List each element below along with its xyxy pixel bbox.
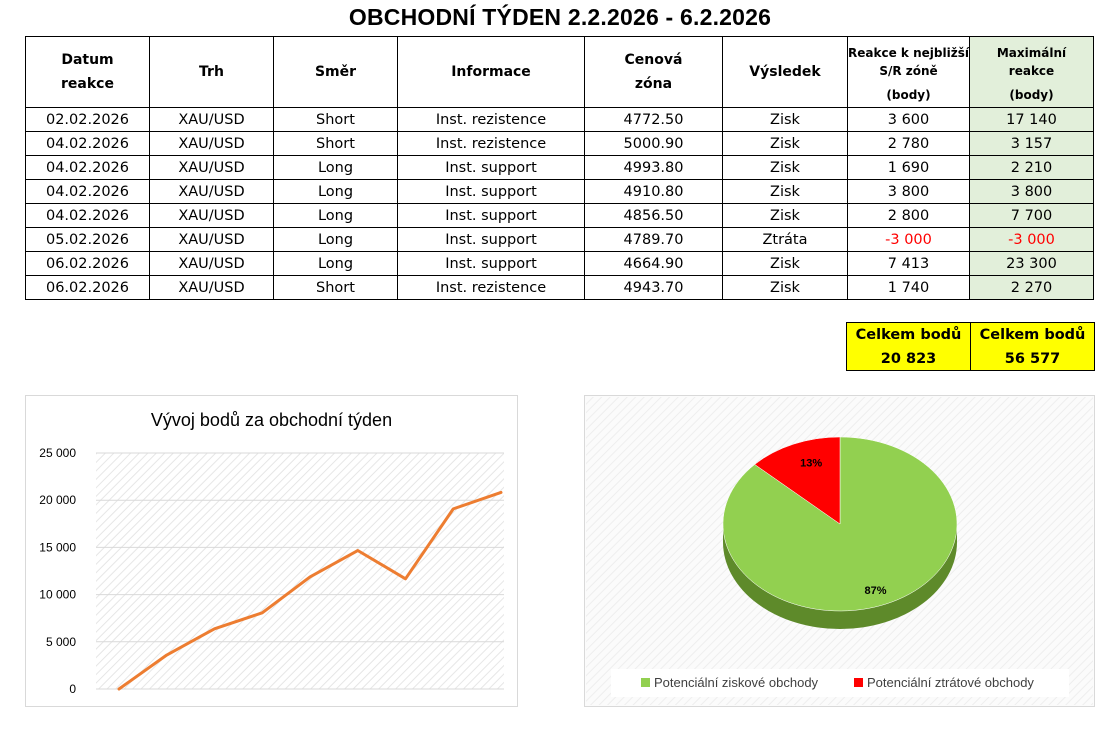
line-chart xyxy=(26,396,517,706)
cell-max: 3 157 xyxy=(970,132,1094,156)
table-row xyxy=(26,228,1094,252)
trades-table xyxy=(25,36,1094,300)
cell-price: 4664.90 xyxy=(585,252,723,276)
pie-label-win: 87% xyxy=(864,584,887,597)
cell-max: 2 210 xyxy=(970,156,1094,180)
cell-result: Zisk xyxy=(723,276,848,300)
cell-market: XAU/USD xyxy=(150,204,274,228)
y-tick-label: 25 000 xyxy=(39,446,76,460)
cell-price: 5000.90 xyxy=(585,132,723,156)
cell-date: 04.02.2026 xyxy=(26,156,150,180)
y-tick-label: 15 000 xyxy=(39,540,76,555)
pie-chart xyxy=(585,396,1094,706)
header-date: Datum reakce xyxy=(26,37,150,108)
cell-market: XAU/USD xyxy=(150,156,274,180)
total-label: Celkem bodů xyxy=(979,327,1086,343)
cell-direction: Short xyxy=(274,132,398,156)
pie-label-loss: 13% xyxy=(800,457,823,470)
cell-max: 17 140 xyxy=(970,108,1094,132)
cell-max: 7 700 xyxy=(970,204,1094,228)
header-max: Maximální reakce (body) xyxy=(970,37,1094,108)
cell-date: 06.02.2026 xyxy=(26,252,150,276)
cell-date: 04.02.2026 xyxy=(26,180,150,204)
cell-max: -3 000 xyxy=(970,228,1094,252)
legend-swatch-win xyxy=(641,678,650,687)
cell-info: Inst. rezistence xyxy=(398,108,585,132)
header-reaction: Reakce k nejbližší S/R zóně (body) xyxy=(848,37,970,108)
plot-area xyxy=(96,453,504,689)
cell-reaction: 1 740 xyxy=(848,276,970,300)
cell-market: XAU/USD xyxy=(150,228,274,252)
cell-price: 4856.50 xyxy=(585,204,723,228)
cell-market: XAU/USD xyxy=(150,180,274,204)
cell-result: Zisk xyxy=(723,252,848,276)
header-market: Trh xyxy=(150,37,274,108)
total-label: Celkem bodů xyxy=(855,327,962,343)
cell-info: Inst. rezistence xyxy=(398,132,585,156)
cell-market: XAU/USD xyxy=(150,276,274,300)
cell-date: 06.02.2026 xyxy=(26,276,150,300)
cell-result: Zisk xyxy=(723,108,848,132)
cell-result: Zisk xyxy=(723,132,848,156)
cell-reaction: 2 800 xyxy=(848,204,970,228)
cell-result: Zisk xyxy=(723,156,848,180)
header-direction: Směr xyxy=(274,37,398,108)
pie-chart-box xyxy=(584,395,1095,707)
cell-price: 4993.80 xyxy=(585,156,723,180)
cell-direction: Long xyxy=(274,156,398,180)
cell-market: XAU/USD xyxy=(150,252,274,276)
cell-info: Inst. support xyxy=(398,204,585,228)
total-value: 56 577 xyxy=(1004,351,1061,367)
table-row xyxy=(26,132,1094,156)
cell-price: 4943.70 xyxy=(585,276,723,300)
cell-info: Inst. support xyxy=(398,180,585,204)
cell-price: 4789.70 xyxy=(585,228,723,252)
total-value: 20 823 xyxy=(880,351,937,367)
cell-result: Zisk xyxy=(723,180,848,204)
cell-price: 4910.80 xyxy=(585,180,723,204)
cell-market: XAU/USD xyxy=(150,108,274,132)
line-chart-title: Vývoj bodů za obchodní týden xyxy=(150,410,393,430)
total-reaction-box xyxy=(846,322,971,371)
cell-result: Ztráta xyxy=(723,228,848,252)
header-result: Výsledek xyxy=(723,37,848,108)
cell-reaction: 3 600 xyxy=(848,108,970,132)
cell-reaction: 2 780 xyxy=(848,132,970,156)
line-chart-box xyxy=(25,395,518,707)
table-row xyxy=(26,156,1094,180)
cell-result: Zisk xyxy=(723,204,848,228)
cell-direction: Short xyxy=(274,276,398,300)
table-row xyxy=(26,108,1094,132)
cell-max: 23 300 xyxy=(970,252,1094,276)
cell-info: Inst. support xyxy=(398,252,585,276)
y-tick-label: 20 000 xyxy=(39,493,76,508)
cell-max: 3 800 xyxy=(970,180,1094,204)
table-row xyxy=(26,180,1094,204)
cell-direction: Long xyxy=(274,180,398,204)
y-tick-label: 0 xyxy=(69,682,76,696)
cell-reaction: 3 800 xyxy=(848,180,970,204)
cell-market: XAU/USD xyxy=(150,132,274,156)
total-max-box xyxy=(970,322,1095,371)
cell-info: Inst. rezistence xyxy=(398,276,585,300)
cell-info: Inst. support xyxy=(398,228,585,252)
legend-label-win: Potenciální ziskové obchody xyxy=(654,675,819,690)
cell-price: 4772.50 xyxy=(585,108,723,132)
table-row xyxy=(26,276,1094,300)
y-tick-label: 5 000 xyxy=(45,634,76,649)
cell-date: 04.02.2026 xyxy=(26,204,150,228)
cell-direction: Long xyxy=(274,252,398,276)
cell-info: Inst. support xyxy=(398,156,585,180)
cell-direction: Long xyxy=(274,204,398,228)
cell-reaction: 7 413 xyxy=(848,252,970,276)
cell-reaction: 1 690 xyxy=(848,156,970,180)
cell-max: 2 270 xyxy=(970,276,1094,300)
header-price: Cenová zóna xyxy=(585,37,723,108)
table-row xyxy=(26,252,1094,276)
legend-swatch-loss xyxy=(854,678,863,687)
cell-reaction: -3 000 xyxy=(848,228,970,252)
cell-date: 02.02.2026 xyxy=(26,108,150,132)
y-tick-label: 10 000 xyxy=(39,587,76,602)
table-header-row xyxy=(26,37,1094,108)
page-title: OBCHODNÍ TÝDEN 2.2.2026 - 6.2.2026 xyxy=(348,4,772,30)
cell-direction: Long xyxy=(274,228,398,252)
table-row xyxy=(26,204,1094,228)
table-body xyxy=(26,108,1094,300)
legend-label-loss: Potenciální ztrátové obchody xyxy=(867,675,1034,690)
cell-direction: Short xyxy=(274,108,398,132)
cell-date: 05.02.2026 xyxy=(26,228,150,252)
header-info: Informace xyxy=(398,37,585,108)
cell-date: 04.02.2026 xyxy=(26,132,150,156)
